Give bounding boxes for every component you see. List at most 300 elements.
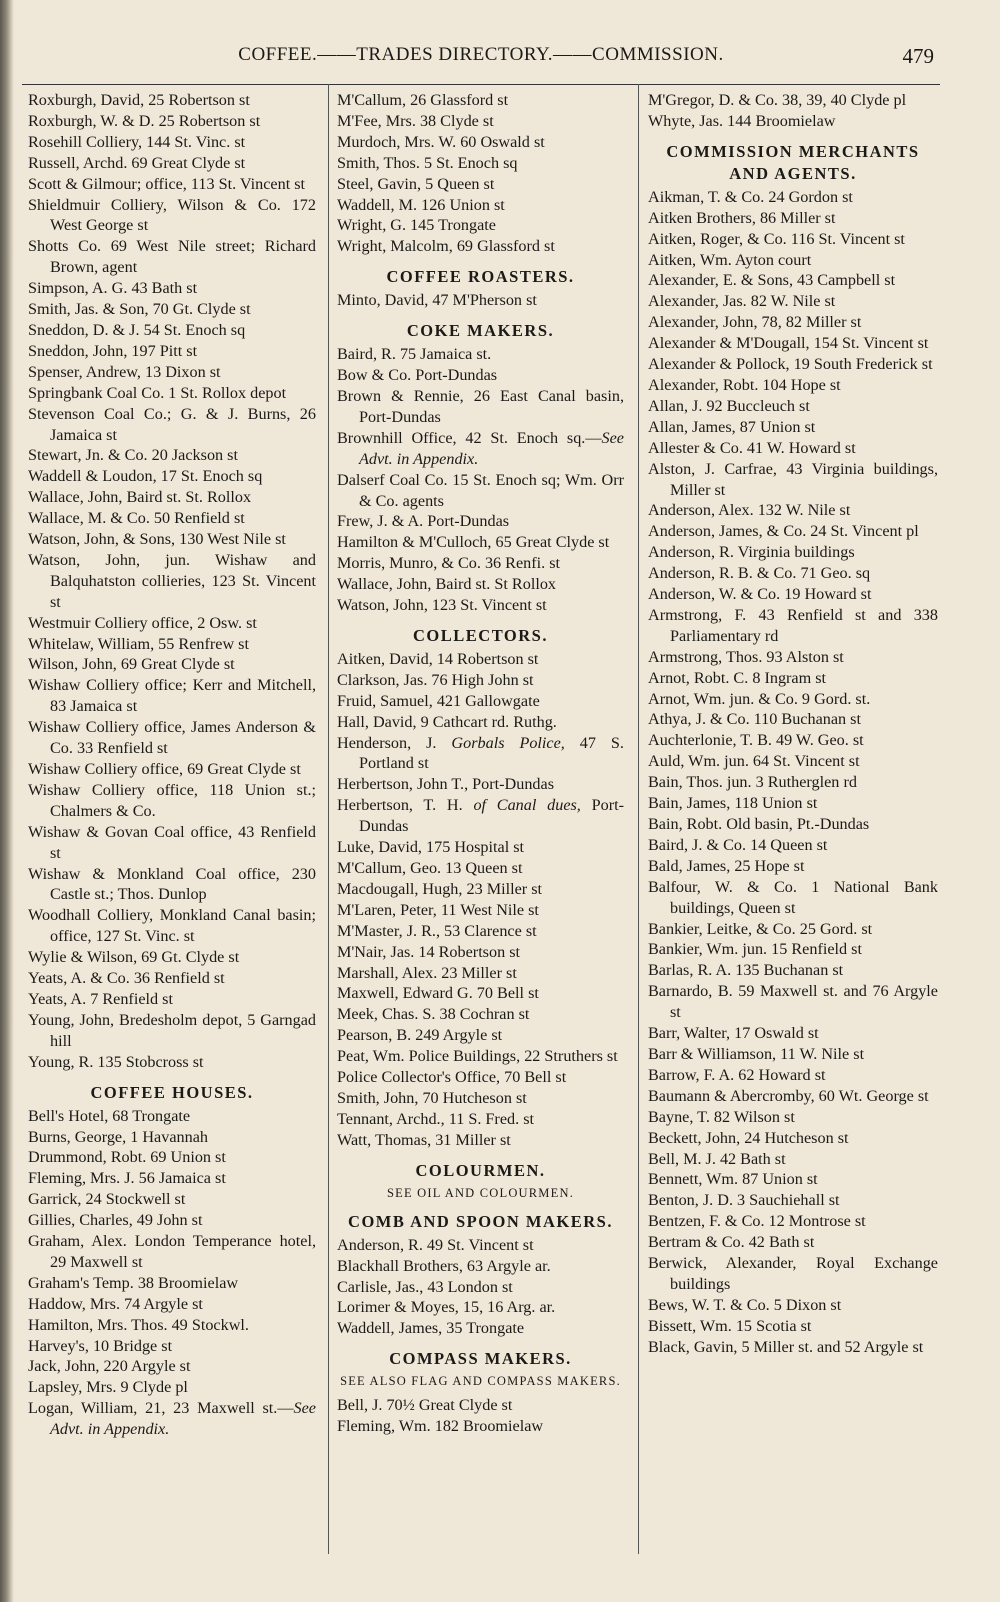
entry-text: Fleming, Wm. 182 Broomielaw bbox=[337, 1417, 544, 1436]
directory-entry bbox=[337, 1297, 624, 1318]
entry-text: Marshall, Alex. 23 Miller st bbox=[337, 963, 517, 982]
entry-text: Wishaw & Govan Coal office, 43 Renfield st bbox=[28, 822, 316, 862]
directory-entry bbox=[648, 291, 938, 312]
entry-text: Luke, David, 175 Hospital st bbox=[337, 838, 525, 857]
entry-text: Anderson, R. 49 St. Vincent st bbox=[337, 1235, 534, 1254]
entry-text: M'Master, J. R., 53 Clarence st bbox=[337, 921, 537, 940]
directory-entry bbox=[28, 174, 316, 195]
directory-entry bbox=[337, 1277, 624, 1298]
header-rule bbox=[22, 84, 940, 85]
entry-text: Alexander, E. & Sons, 43 Campbell st bbox=[648, 271, 896, 290]
entry-text: Bayne, T. 82 Wilson st bbox=[648, 1107, 795, 1126]
directory-entry bbox=[337, 670, 624, 691]
directory-entry bbox=[337, 858, 624, 879]
entry-text: Herbertson, T. H. bbox=[337, 796, 474, 815]
entry-text: Wishaw Colliery office, 69 Great Clyde st bbox=[28, 760, 301, 778]
directory-entry bbox=[648, 1023, 938, 1044]
directory-entry bbox=[648, 459, 938, 501]
directory-entry bbox=[648, 208, 938, 229]
entry-text: Sneddon, John, 197 Pitt st bbox=[28, 341, 198, 360]
entry-text: Gillies, Charles, 49 John st bbox=[28, 1211, 203, 1230]
entry-text: Berwick, Alexander, Royal Exchange buildings bbox=[648, 1254, 938, 1293]
directory-entry bbox=[648, 668, 938, 689]
directory-entry bbox=[28, 320, 316, 341]
entry-text: Watson, John, & Sons, 130 West Nile st bbox=[28, 530, 286, 549]
entry-text: Tennant, Archd., 11 S. Fred. st bbox=[337, 1109, 534, 1128]
directory-entry bbox=[648, 793, 938, 814]
entry-text: Westmuir Colliery office, 2 Osw. st bbox=[28, 613, 257, 632]
entry-text: Brownhill Office, 42 St. Enoch sq.— bbox=[337, 428, 602, 447]
directory-entry bbox=[648, 772, 938, 793]
directory-entry bbox=[648, 354, 938, 375]
entry-text: Aitken, David, 14 Robertson st bbox=[337, 649, 539, 668]
directory-entry bbox=[648, 333, 938, 354]
directory-entry bbox=[28, 195, 316, 237]
directory-entry bbox=[648, 250, 938, 271]
directory-entry bbox=[337, 1235, 624, 1256]
entry-text: Smith, Thos. 5 St. Enoch sq bbox=[337, 153, 518, 172]
directory-entry bbox=[28, 634, 316, 655]
entry-text: COMB AND SPOON MAKERS. bbox=[348, 1211, 613, 1231]
entry-text: Russell, Archd. 69 Great Clyde st bbox=[28, 153, 246, 172]
entry-text: Benton, J. D. 3 Sauchiehall st bbox=[648, 1191, 840, 1210]
column-3 bbox=[648, 90, 938, 1358]
page-number: 479 bbox=[902, 44, 934, 68]
entry-text: Alexander & Pollock, 19 South Frederick st bbox=[648, 355, 933, 374]
entry-text: Blackhall Brothers, 63 Argyle ar. bbox=[337, 1256, 551, 1275]
book-binding-edge bbox=[0, 0, 14, 1602]
directory-entry bbox=[648, 939, 938, 960]
entry-text: Yeats, A. 7 Renfield st bbox=[28, 989, 173, 1008]
directory-entry bbox=[648, 1128, 938, 1149]
directory-entry bbox=[28, 487, 316, 508]
directory-entry bbox=[337, 153, 624, 174]
entry-text: Anderson, R. B. & Co. 71 Geo. sq bbox=[648, 564, 871, 583]
entry-text: Shotts Co. 69 West Nile street; Richard Brown, agent bbox=[28, 237, 316, 277]
directory-entry bbox=[28, 905, 316, 947]
directory-entry bbox=[337, 1025, 624, 1046]
entry-text: M'Callum, Geo. 13 Queen st bbox=[337, 859, 523, 877]
entry-text: Haddow, Mrs. 74 Argyle st bbox=[28, 1294, 203, 1313]
directory-entry bbox=[648, 605, 938, 647]
entry-text: Carlisle, Jas., 43 London st bbox=[337, 1277, 513, 1296]
directory-entry bbox=[337, 774, 624, 795]
directory-entry bbox=[337, 879, 624, 900]
directory-entry bbox=[648, 709, 938, 730]
directory-entry bbox=[28, 947, 316, 968]
entry-text: Scott & Gilmour; office, 113 St. Vincent st bbox=[28, 174, 306, 193]
entry-text: Maxwell, Edward G. 70 Bell st bbox=[337, 984, 539, 1003]
directory-entry bbox=[337, 1109, 624, 1130]
entry-text: Watt, Thomas, 31 Miller st bbox=[337, 1130, 511, 1149]
directory-entry bbox=[648, 563, 938, 584]
directory-entry bbox=[28, 1356, 316, 1377]
entry-text: Stevenson Coal Co.; G. & J. Burns, 26 Jamaica st bbox=[28, 404, 316, 444]
section-heading bbox=[337, 266, 624, 288]
entry-text: Herbertson, John T., Port-Dundas bbox=[337, 775, 555, 794]
section-heading bbox=[648, 141, 938, 185]
directory-entry bbox=[28, 1231, 316, 1273]
directory-entry bbox=[28, 1294, 316, 1315]
directory-entry bbox=[648, 1337, 938, 1358]
directory-entry bbox=[28, 1147, 316, 1168]
entry-text: M'Laren, Peter, 11 West Nile st bbox=[337, 900, 539, 919]
directory-entry bbox=[648, 1065, 938, 1086]
directory-entry bbox=[337, 428, 624, 470]
entry-text: Shieldmuir Colliery, Wilson & Co. 172 West George st bbox=[28, 195, 316, 235]
entry-text: Simpson, A. G. 43 Bath st bbox=[28, 279, 198, 298]
section-heading bbox=[28, 1082, 316, 1104]
entry-text: Springbank Coal Co. 1 St. Rollox depot bbox=[28, 383, 287, 402]
entry-text: Smith, Jas. & Son, 70 Gt. Clyde st bbox=[28, 300, 251, 319]
directory-entry bbox=[337, 1046, 624, 1067]
entry-text: Fruid, Samuel, 421 Gallowgate bbox=[337, 691, 540, 710]
directory-entry bbox=[648, 1086, 938, 1107]
entry-text: COKE MAKERS. bbox=[406, 321, 555, 341]
directory-entry bbox=[28, 968, 316, 989]
directory-entry bbox=[337, 921, 624, 942]
entry-text: Bell, J. 70½ Great Clyde st bbox=[337, 1396, 513, 1415]
directory-entry bbox=[648, 1211, 938, 1232]
directory-entry bbox=[648, 835, 938, 856]
entry-text: Roxburgh, W. & D. 25 Robertson st bbox=[28, 111, 261, 130]
directory-entry bbox=[648, 187, 938, 208]
entry-text: Steel, Gavin, 5 Queen st bbox=[337, 174, 495, 193]
directory-entry bbox=[337, 1004, 624, 1025]
directory-entry bbox=[648, 417, 938, 438]
entry-text: Wallace, John, Baird st. St. Rollox bbox=[28, 488, 252, 507]
entry-text: Hamilton, Mrs. Thos. 49 Stockwl. bbox=[28, 1315, 249, 1334]
entry-text: COMMISSION MERCHANTS AND AGENTS. bbox=[666, 141, 920, 183]
entry-text: Barr & Williamson, 11 W. Nile st bbox=[648, 1044, 865, 1063]
entry-text: Athya, J. & Co. 110 Buchanan st bbox=[648, 710, 861, 729]
directory-entry bbox=[337, 532, 624, 553]
entry-text: Wylie & Wilson, 69 Gt. Clyde st bbox=[28, 948, 240, 967]
entry-text: Alston, J. Carfrae, 43 Virginia buildings, Miller st bbox=[648, 459, 938, 499]
directory-entry bbox=[28, 299, 316, 320]
directory-entry bbox=[648, 312, 938, 333]
directory-entry bbox=[28, 529, 316, 550]
entry-text: Wishaw Colliery office; Kerr and Mitchell, 83 Jamaica st bbox=[28, 676, 316, 716]
directory-entry bbox=[28, 654, 316, 675]
entry-text: Bald, James, 25 Hope st bbox=[648, 856, 805, 875]
directory-entry bbox=[28, 780, 316, 822]
directory-entry bbox=[28, 1398, 316, 1440]
entry-text: Graham's Temp. 38 Broomielaw bbox=[28, 1273, 239, 1292]
entry-text: Waddell, M. 126 Union st bbox=[337, 195, 505, 214]
entry-text: Murdoch, Mrs. W. 60 Oswald st bbox=[337, 132, 545, 151]
entry-text: Waddell, James, 35 Trongate bbox=[337, 1319, 525, 1338]
entry-text: Bain, Thos. jun. 3 Rutherglen rd bbox=[648, 773, 857, 792]
entry-text: Beckett, John, 24 Hutcheson st bbox=[648, 1128, 849, 1147]
entry-text-tail: 47 S. Portland st bbox=[359, 733, 624, 773]
running-head: COFFEE.——TRADES DIRECTORY.——COMMISSION. bbox=[238, 44, 724, 65]
entry-text: Baumann & Abercromby, 60 Wt. George st bbox=[648, 1086, 929, 1105]
directory-entry bbox=[28, 1052, 316, 1073]
directory-entry bbox=[648, 229, 938, 250]
entry-text: Wishaw & Monkland Coal office, 230 Castle st.; Thos. Dunlop bbox=[28, 864, 316, 904]
entry-text: Anderson, Alex. 132 W. Nile st bbox=[648, 501, 851, 520]
directory-entry bbox=[337, 365, 624, 386]
entry-text: Allan, J. 92 Buccleuch st bbox=[648, 396, 810, 415]
directory-entry bbox=[648, 1107, 938, 1128]
directory-entry bbox=[28, 1210, 316, 1231]
directory-entry bbox=[337, 174, 624, 195]
column-divider-2 bbox=[638, 84, 639, 1554]
entry-text-tail: Port-Dundas bbox=[359, 796, 624, 836]
directory-entry bbox=[648, 981, 938, 1023]
entry-text: Smith, John, 70 Hutcheson st bbox=[337, 1088, 527, 1107]
entry-text: SEE ALSO FLAG AND COMPASS MAKERS. bbox=[340, 1374, 621, 1389]
entry-text: Anderson, James, & Co. 24 St. Vincent pl bbox=[648, 522, 919, 541]
entry-text: Henderson, J. bbox=[337, 733, 452, 752]
entry-text: Sneddon, D. & J. 54 St. Enoch sq bbox=[28, 320, 246, 339]
entry-text: Bankier, Wm. jun. 15 Renfield st bbox=[648, 940, 862, 959]
entry-text: Yeats, A. & Co. 36 Renfield st bbox=[28, 969, 225, 988]
entry-text: Anderson, R. Virginia buildings bbox=[648, 543, 855, 562]
directory-entry bbox=[648, 877, 938, 919]
entry-text: Macdougall, Hugh, 23 Miller st bbox=[337, 879, 543, 898]
entry-text: Alexander, John, 78, 82 Miller st bbox=[648, 313, 862, 332]
entry-text: Bissett, Wm. 15 Scotia st bbox=[648, 1316, 812, 1335]
entry-text: Aitken, Roger, & Co. 116 St. Vincent st bbox=[648, 229, 905, 248]
entry-text: Whitelaw, William, 55 Renfrew st bbox=[28, 634, 249, 653]
directory-entry bbox=[28, 404, 316, 446]
entry-text: Black, Gavin, 5 Miller st. and 52 Argyle st bbox=[648, 1337, 924, 1356]
directory-entry bbox=[648, 1190, 938, 1211]
entry-text: Anderson, W. & Co. 19 Howard st bbox=[648, 585, 872, 604]
entry-text: Bankier, Leitke, & Co. 25 Gord. st bbox=[648, 919, 873, 938]
directory-entry bbox=[337, 132, 624, 153]
directory-entry bbox=[28, 341, 316, 362]
cross-reference-note bbox=[337, 1372, 624, 1390]
directory-entry bbox=[28, 466, 316, 487]
entry-text: Armstrong, Thos. 93 Alston st bbox=[648, 647, 844, 666]
entry-text: Wishaw Colliery office, James Anderson & Co. 33 Renfield st bbox=[28, 718, 316, 758]
entry-text: Hall, David, 9 Cathcart rd. Ruthg. bbox=[337, 712, 557, 731]
directory-entry bbox=[648, 1232, 938, 1253]
entry-text: Bain, James, 118 Union st bbox=[648, 794, 818, 813]
entry-text: Baird, J. & Co. 14 Queen st bbox=[648, 835, 828, 854]
section-heading bbox=[337, 1348, 624, 1370]
directory-entry bbox=[28, 613, 316, 634]
directory-entry bbox=[648, 856, 938, 877]
directory-entry bbox=[28, 675, 316, 717]
directory-entry bbox=[337, 795, 624, 837]
entry-text: Bell's Hotel, 68 Trongate bbox=[28, 1106, 191, 1125]
entry-text: Whyte, Jas. 144 Broomielaw bbox=[648, 111, 836, 130]
directory-entry bbox=[28, 362, 316, 383]
entry-text: Auchterlonie, T. B. 49 W. Geo. st bbox=[648, 731, 864, 750]
entry-text: Bow & Co. Port-Dundas bbox=[337, 366, 498, 385]
entry-text: Brown & Rennie, 26 East Canal basin, Port-Dundas bbox=[337, 386, 624, 426]
directory-entry bbox=[337, 1088, 624, 1109]
directory-entry bbox=[28, 717, 316, 759]
entry-text: Bertram & Co. 42 Bath st bbox=[648, 1233, 815, 1252]
directory-entry bbox=[648, 1149, 938, 1170]
entry-text: Peat, Wm. Police Buildings, 22 Struthers st bbox=[337, 1047, 618, 1066]
italic-reference: Gorbals Police, bbox=[451, 733, 565, 752]
directory-entry bbox=[648, 584, 938, 605]
entry-text: Bell, M. J. 42 Bath st bbox=[648, 1149, 786, 1168]
directory-entry bbox=[648, 1044, 938, 1065]
entry-text: Minto, David, 47 M'Pherson st bbox=[337, 291, 537, 310]
directory-entry bbox=[28, 132, 316, 153]
entry-text: Waddell & Loudon, 17 St. Enoch sq bbox=[28, 467, 263, 486]
entry-text: Logan, William, 21, 23 Maxwell st.— bbox=[28, 1399, 294, 1418]
directory-entry bbox=[337, 983, 624, 1004]
directory-entry bbox=[648, 730, 938, 751]
directory-entry bbox=[337, 195, 624, 216]
directory-entry bbox=[337, 111, 624, 132]
directory-entry bbox=[648, 751, 938, 772]
directory-entry bbox=[28, 1336, 316, 1357]
entry-text: M'Gregor, D. & Co. 38, 39, 40 Clyde pl bbox=[648, 91, 907, 109]
directory-entry bbox=[648, 1169, 938, 1190]
entry-text: Lorimer & Moyes, 15, 16 Arg. ar. bbox=[337, 1298, 556, 1317]
entry-text: Watson, John, 123 St. Vincent st bbox=[337, 596, 547, 615]
entry-text: Bain, Robt. Old basin, Pt.-Dundas bbox=[648, 815, 870, 833]
directory-entry bbox=[648, 1316, 938, 1337]
page-header bbox=[22, 44, 940, 74]
directory-entry bbox=[337, 900, 624, 921]
entry-text: Balfour, W. & Co. 1 National Bank buildings, Queen st bbox=[648, 877, 938, 917]
entry-text: Morris, Munro, & Co. 36 Renfi. st bbox=[337, 554, 561, 573]
directory-entry bbox=[28, 278, 316, 299]
entry-text: SEE OIL AND COLOURMEN. bbox=[386, 1185, 575, 1200]
directory-entry bbox=[337, 1395, 624, 1416]
directory-entry bbox=[337, 1130, 624, 1151]
column-divider-1 bbox=[328, 84, 329, 1554]
directory-entry bbox=[28, 1377, 316, 1398]
column-2 bbox=[337, 90, 624, 1437]
entry-text: COMPASS MAKERS. bbox=[389, 1349, 572, 1369]
directory-entry bbox=[337, 215, 624, 236]
directory-entry bbox=[648, 542, 938, 563]
directory-entry bbox=[28, 508, 316, 529]
directory-entry bbox=[28, 1010, 316, 1052]
directory-entry bbox=[648, 90, 938, 111]
entry-text: COLOURMEN. bbox=[415, 1160, 546, 1180]
directory-entry bbox=[648, 521, 938, 542]
entry-text: M'Callum, 26 Glassford st bbox=[337, 91, 509, 109]
directory-entry bbox=[28, 759, 316, 780]
directory-entry bbox=[28, 383, 316, 404]
directory-entry bbox=[28, 1189, 316, 1210]
directory-entry bbox=[648, 375, 938, 396]
entry-text: Aikman, T. & Co. 24 Gordon st bbox=[648, 187, 853, 206]
directory-entry bbox=[648, 500, 938, 521]
entry-text: Woodhall Colliery, Monkland Canal basin; office, 127 St. Vinc. st bbox=[28, 906, 316, 946]
directory-entry bbox=[648, 689, 938, 710]
column-1 bbox=[28, 90, 316, 1440]
entry-text: Stewart, Jn. & Co. 20 Jackson st bbox=[28, 446, 238, 465]
section-heading bbox=[337, 625, 624, 647]
entry-text: Bentzen, F. & Co. 12 Montrose st bbox=[648, 1212, 866, 1231]
entry-text: Wallace, John, Baird st. St Rollox bbox=[337, 575, 557, 594]
entry-text: Young, John, Bredesholm depot, 5 Garngad hill bbox=[28, 1010, 316, 1050]
entry-text: Auld, Wm. jun. 64 St. Vincent st bbox=[648, 752, 860, 771]
entry-text: Graham, Alex. London Temperance hotel, 29 Maxwell st bbox=[28, 1232, 316, 1271]
entry-text: Wright, Malcolm, 69 Glassford st bbox=[337, 237, 555, 256]
directory-entry bbox=[337, 1067, 624, 1088]
directory-entry bbox=[337, 712, 624, 733]
entry-text: M'Fee, Mrs. 38 Clyde st bbox=[337, 111, 494, 130]
directory-entry bbox=[28, 111, 316, 132]
entry-text: Armstrong, F. 43 Renfield st and 338 Parliamentary rd bbox=[648, 605, 938, 645]
entry-text: Alexander & M'Dougall, 154 St. Vincent st bbox=[648, 334, 929, 353]
entry-text: Aitken Brothers, 86 Miller st bbox=[648, 208, 836, 227]
entry-text: Barrow, F. A. 62 Howard st bbox=[648, 1065, 826, 1084]
directory-entry bbox=[337, 574, 624, 595]
directory-entry bbox=[648, 396, 938, 417]
entry-text: Wallace, M. & Co. 50 Renfield st bbox=[28, 509, 245, 528]
entry-text: Wishaw Colliery office, 118 Union st.; Chalmers & Co. bbox=[28, 780, 316, 820]
directory-entry bbox=[648, 960, 938, 981]
entry-text: Lapsley, Mrs. 9 Clyde pl bbox=[28, 1378, 188, 1397]
directory-entry bbox=[337, 470, 624, 512]
entry-text: COLLECTORS. bbox=[413, 625, 548, 645]
directory-entry bbox=[28, 153, 316, 174]
directory-entry bbox=[28, 550, 316, 613]
directory-entry bbox=[28, 236, 316, 278]
directory-entry bbox=[648, 111, 938, 132]
entry-text: Allan, James, 87 Union st bbox=[648, 417, 816, 436]
directory-entry bbox=[648, 1295, 938, 1316]
entry-text: Aitken, Wm. Ayton court bbox=[648, 250, 812, 269]
section-heading bbox=[337, 320, 624, 342]
directory-entry bbox=[648, 647, 938, 668]
directory-entry bbox=[337, 691, 624, 712]
directory-entry bbox=[648, 270, 938, 291]
entry-text: Burns, George, 1 Havannah bbox=[28, 1127, 208, 1146]
entry-text: Bews, W. T. & Co. 5 Dixon st bbox=[648, 1295, 842, 1314]
directory-entry bbox=[28, 1127, 316, 1148]
directory-entry bbox=[28, 90, 316, 111]
entry-text: Police Collector's Office, 70 Bell st bbox=[337, 1068, 567, 1087]
section-heading bbox=[337, 1160, 624, 1182]
entry-text: Dalserf Coal Co. 15 St. Enoch sq; Wm. Orr & Co. agents bbox=[337, 470, 624, 510]
entry-text: Wright, G. 145 Trongate bbox=[337, 216, 496, 235]
directory-entry bbox=[337, 90, 624, 111]
entry-text: Rosehill Colliery, 144 St. Vinc. st bbox=[28, 132, 246, 151]
directory-entry bbox=[337, 386, 624, 428]
italic-reference: of Canal dues, bbox=[473, 796, 581, 815]
section-heading bbox=[337, 1211, 624, 1233]
entry-text: COFFEE ROASTERS. bbox=[386, 267, 575, 287]
directory-entry bbox=[337, 942, 624, 963]
directory-entry bbox=[337, 1416, 624, 1437]
directory-entry bbox=[28, 864, 316, 906]
directory-entry bbox=[28, 445, 316, 466]
entry-text: Arnot, Robt. C. 8 Ingram st bbox=[648, 668, 827, 687]
directory-entry bbox=[337, 733, 624, 775]
entry-text: Garrick, 24 Stockwell st bbox=[28, 1190, 186, 1209]
entry-text: Wilson, John, 69 Great Clyde st bbox=[28, 655, 235, 674]
directory-entry bbox=[28, 1315, 316, 1336]
directory-entry bbox=[28, 1273, 316, 1294]
directory-entry bbox=[28, 989, 316, 1010]
directory-entry bbox=[337, 649, 624, 670]
directory-entry bbox=[337, 344, 624, 365]
directory-entry bbox=[28, 1106, 316, 1127]
directory-entry bbox=[28, 822, 316, 864]
entry-text: Barnardo, B. 59 Maxwell st. and 76 Argyle st bbox=[648, 982, 938, 1022]
entry-text: Pearson, B. 249 Argyle st bbox=[337, 1026, 503, 1045]
entry-text: Baird, R. 75 Jamaica st. bbox=[337, 345, 492, 364]
entry-text: Young, R. 135 Stobcross st bbox=[28, 1052, 204, 1071]
entry-text: Alexander, Jas. 82 W. Nile st bbox=[648, 292, 836, 311]
